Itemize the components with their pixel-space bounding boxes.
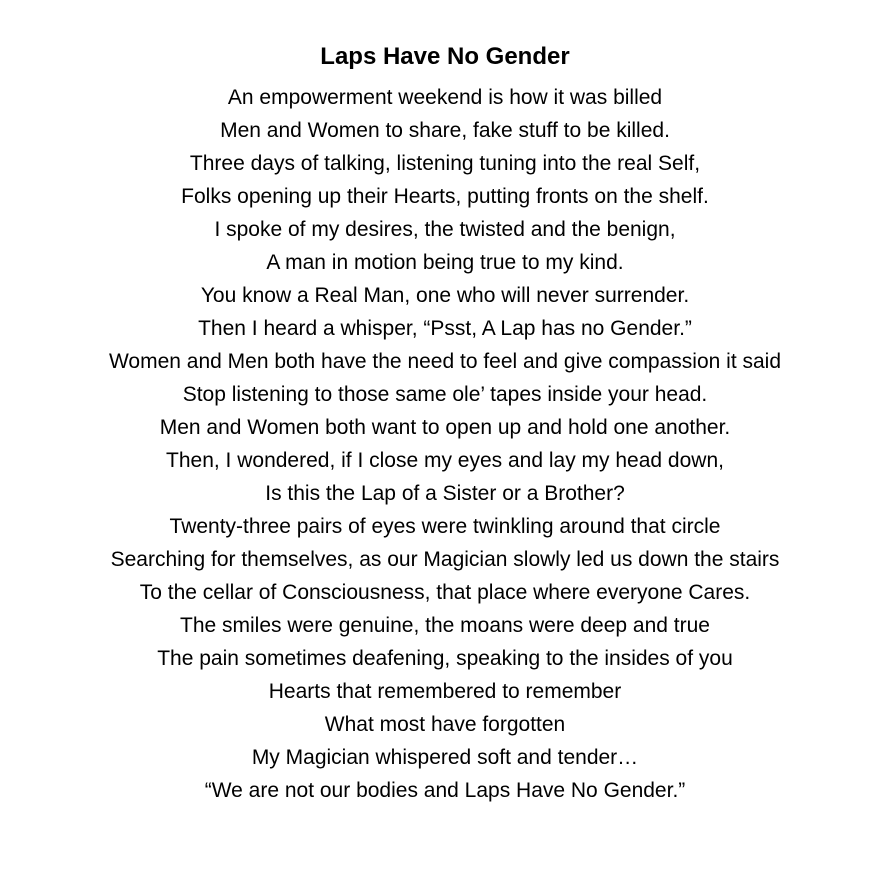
poem-line: Then I heard a whisper, “Psst, A Lap has no Gender.” xyxy=(198,317,692,340)
poem-line: I spoke of my desires, the twisted and the benign, xyxy=(214,218,676,241)
poem-line: The smiles were genuine, the moans were deep and true xyxy=(180,614,710,637)
poem xyxy=(0,36,890,807)
poem-line: Men and Women both want to open up and hold one another. xyxy=(159,416,731,439)
poem-line: Then, I wondered, if I close my eyes and lay my head down, xyxy=(166,449,724,472)
poem-line: You know a Real Man, one who will never surrender. xyxy=(200,284,690,307)
poem-line: “We are not our bodies and Laps Have No Gender.” xyxy=(204,779,686,802)
poem-line: Searching for themselves, as our Magician slowly led us down the stairs xyxy=(110,548,780,571)
poem-line: A man in motion being true to my kind. xyxy=(266,251,624,274)
poem-line: Twenty-three pairs of eyes were twinkling around that circle xyxy=(169,515,721,538)
poem-line: What most have forgotten xyxy=(324,713,566,736)
poem-line: To the cellar of Consciousness, that place where everyone Cares. xyxy=(139,581,751,604)
poem-line: The pain sometimes deafening, speaking to the insides of you xyxy=(157,647,733,670)
poem-line: Hearts that remembered to remember xyxy=(268,680,622,703)
poem-line: Three days of talking, listening tuning into the real Self, xyxy=(189,152,701,175)
poem-line: Women and Men both have the need to feel and give compassion it said xyxy=(108,350,782,373)
poem-line: My Magician whispered soft and tender… xyxy=(251,746,639,769)
poem-line: Stop listening to those same ole’ tapes inside your head. xyxy=(182,383,708,406)
poem-line: Is this the Lap of a Sister or a Brother? xyxy=(265,482,625,505)
poem-line: An empowerment weekend is how it was billed xyxy=(227,86,663,109)
poem-lines xyxy=(0,81,890,807)
poem-line: Men and Women to share, fake stuff to be killed. xyxy=(220,119,670,142)
poem-line: Folks opening up their Hearts, putting fronts on the shelf. xyxy=(181,185,709,208)
poem-title: Laps Have No Gender xyxy=(320,43,570,70)
